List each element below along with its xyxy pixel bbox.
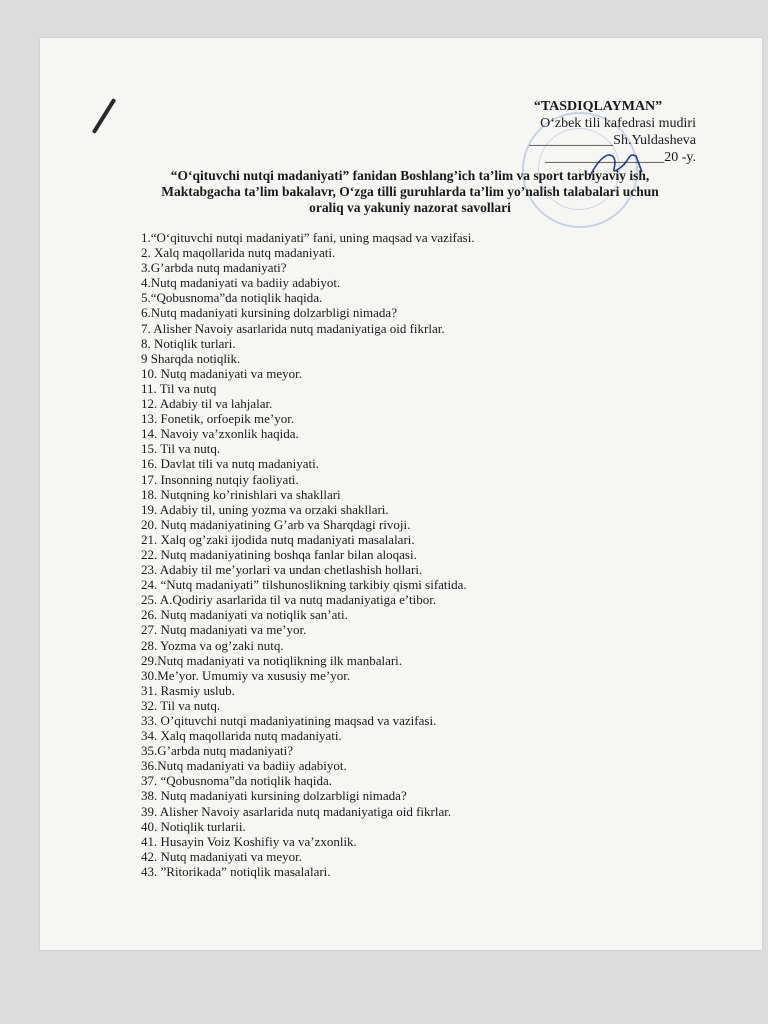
- question-item: 40. Notiqlik turlarii.: [141, 818, 246, 834]
- document-title: “O‘qituvchi nutqi madaniyati” fanidan Boshlang’ich ta’lim va sport tarbiyaviy ish, Maktabgacha ta’lim bakalavr, O‘zga tilli guruhlarda ta’lim yo’nalish talabalari uchun oraliq va yakuniy nazorat savollari: [161, 168, 659, 215]
- question-item: 32. Til va nutq.: [141, 697, 221, 713]
- question-item: 31. Rasmiy uslub.: [141, 682, 235, 698]
- question-item: 13. Fonetik, orfoepik me’yor.: [141, 411, 295, 427]
- question-item: 39. Alisher Navoiy asarlarida nutq madaniyatiga oid fikrlar.: [141, 803, 452, 819]
- question-item: 28. Yozma va og’zaki nutq.: [141, 637, 284, 653]
- question-item: 38. Nutq madaniyati kursining dolzarbligi nimada?: [141, 788, 407, 804]
- question-item: 21. Xalq og’zaki ijodida nutq madaniyati masalalari.: [141, 531, 415, 547]
- question-item: 29.Nutq madaniyati va notiqlikning ilk manbalari.: [141, 652, 403, 668]
- question-item: 2. Xalq maqollarida nutq madaniyati.: [141, 245, 336, 261]
- question-item: 20. Nutq madaniyatining G’arb va Sharqdagi rivoji.: [141, 516, 411, 532]
- question-item: 26. Nutq madaniyati va notiqlik san’ati.: [141, 607, 348, 623]
- question-item: 9 Sharqda notiqlik.: [141, 350, 241, 366]
- question-item: 8. Notiqlik turlari.: [141, 335, 236, 351]
- question-item: 37. “Qobusnoma”da notiqlik haqida.: [141, 773, 332, 789]
- question-item: 25. A.Qodiriy asarlarida til va nutq madaniyatiga e’tibor.: [141, 592, 437, 608]
- question-item: 10. Nutq madaniyati va meyor.: [141, 365, 303, 381]
- question-item: 42. Nutq madaniyati va meyor.: [141, 848, 303, 864]
- approval-signer: ____________Sh.Yuldasheva: [529, 133, 696, 148]
- approval-heading: “TASDIQLAYMAN”: [533, 99, 663, 114]
- approval-department: O‘zbek tili kafedrasi mudiri: [540, 116, 696, 131]
- question-item: 5.“Qobusnoma”da notiqlik haqida.: [141, 290, 323, 306]
- question-item: 36.Nutq madaniyati va badiiy adabiyot.: [141, 758, 347, 774]
- question-item: 1.“O‘qituvchi nutqi madaniyati” fani, uning maqsad va vazifasi.: [141, 230, 475, 245]
- question-item: 24. “Nutq madaniyati” tilshunoslikning tarkibiy qismi sifatida.: [141, 577, 467, 593]
- question-item: 12. Adabiy til va lahjalar.: [141, 396, 273, 412]
- question-item: 43. ”Ritorikada” notiqlik masalalari.: [141, 863, 331, 879]
- approval-date: _________________20 -y.: [545, 150, 696, 165]
- question-item: 15. Til va nutq.: [141, 441, 221, 457]
- question-item: 33. O’qituvchi nutqi madaniyatining maqsad va vazifasi.: [141, 713, 437, 728]
- question-item: 7. Alisher Navoiy asarlarida nutq madaniyatiga oid fikrlar.: [141, 320, 445, 336]
- question-item: 41. Husayin Voiz Koshifiy va va’zxonlik.: [141, 833, 357, 849]
- pen-mark: [92, 98, 117, 134]
- question-item: 11. Til va nutq: [141, 380, 217, 396]
- question-item: 19. Adabiy til, uning yozma va orzaki shakllari.: [141, 501, 389, 517]
- question-item: 16. Davlat tili va nutq madaniyati.: [141, 456, 319, 472]
- question-item: 35.G’arbda nutq madaniyati?: [141, 743, 293, 759]
- question-item: 17. Insonning nutqiy faoliyati.: [141, 471, 299, 487]
- question-item: 3.G’arbda nutq madaniyati?: [141, 260, 287, 276]
- question-item: 4.Nutq madaniyati va badiiy adabiyot.: [141, 275, 341, 291]
- question-item: 18. Nutqning ko’rinishlari va shakllari: [141, 486, 341, 502]
- questions-list: [141, 230, 701, 879]
- question-item: 6.Nutq madaniyati kursining dolzarbligi nimada?: [141, 305, 397, 321]
- question-item: 34. Xalq maqollarida nutq madaniyati.: [141, 728, 342, 744]
- question-item: 22. Nutq madaniyatining boshqa fanlar bilan aloqasi.: [141, 546, 417, 562]
- question-item: 14. Navoiy va’zxonlik haqida.: [141, 426, 299, 442]
- question-item: 30.Me’yor. Umumiy va xususiy me’yor.: [141, 667, 351, 683]
- approval-block: [476, 98, 696, 166]
- question-item: 27. Nutq madaniyati va me’yor.: [141, 622, 307, 638]
- question-item: 23. Adabiy til me’yorlari va undan chetlashish hollari.: [141, 562, 423, 578]
